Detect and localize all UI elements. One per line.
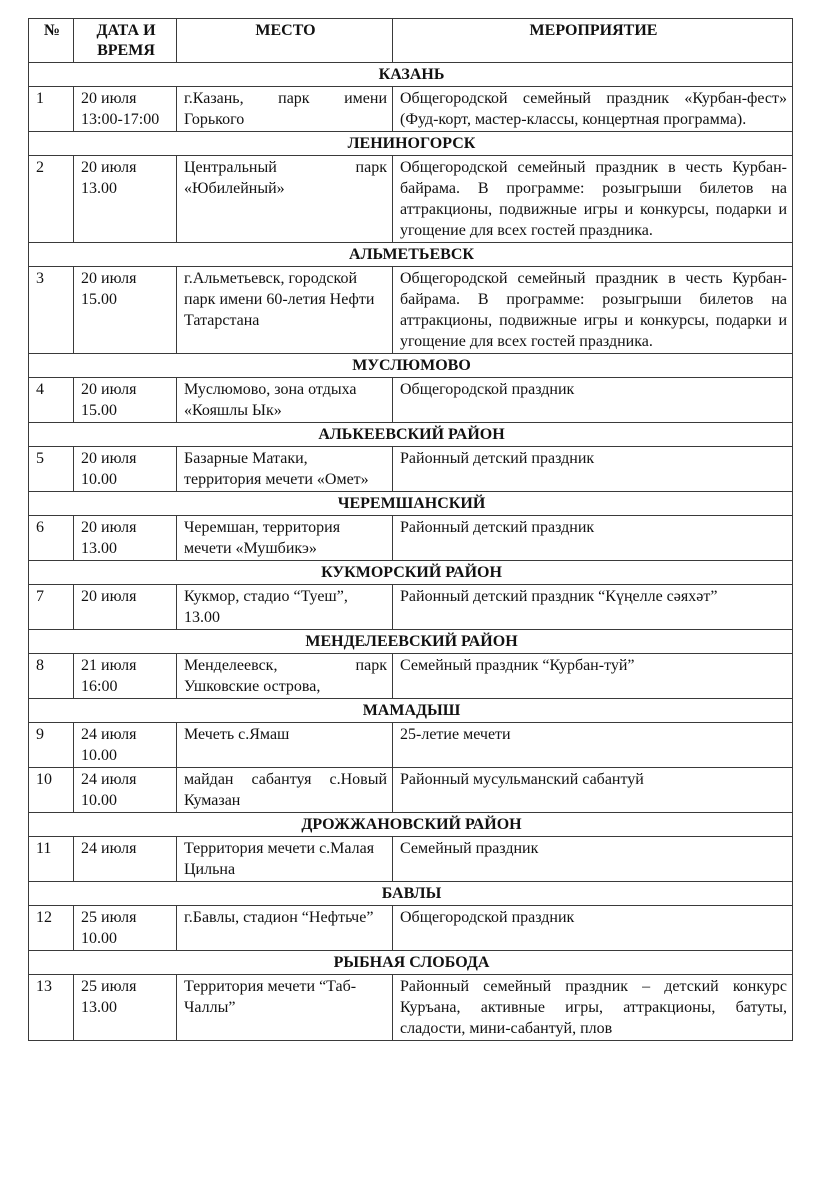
section-row [29, 630, 793, 654]
row-place: Кукмор, стадио “Туеш”, 13.00 [177, 585, 393, 630]
section-title: КУКМОРСКИЙ РАЙОН [29, 561, 793, 585]
section-title: МЕНДЕЛЕЕВСКИЙ РАЙОН [29, 630, 793, 654]
table-row [29, 837, 793, 882]
row-event: Районный семейный праздник – детский конкурс Куръана, активные игры, аттракционы, батуты, сладости, мини-сабантуй, плов [393, 975, 793, 1041]
row-event: Общегородской семейный праздник в честь Курбан-байрама. В программе: розыгрыши билетов на аттракционы, подвижные игры и конкурсы, подарки и угощение для всех гостей праздника. [393, 267, 793, 354]
section-row [29, 951, 793, 975]
table-row [29, 267, 793, 354]
row-place: г.Альметьевск, городской парк имени 60-летия Нефти Татарстана [177, 267, 393, 354]
row-date: 20 июля 13.00 [74, 516, 177, 561]
row-event: Семейный праздник [393, 837, 793, 882]
header-place: МЕСТО [177, 19, 393, 63]
section-title: АЛЬКЕЕВСКИЙ РАЙОН [29, 423, 793, 447]
section-title: ДРОЖЖАНОВСКИЙ РАЙОН [29, 813, 793, 837]
row-place: Территория мечети “Таб-Чаллы” [177, 975, 393, 1041]
header-date: ДАТА И ВРЕМЯ [74, 19, 177, 63]
row-place: г.Бавлы, стадион “Нефтьче” [177, 906, 393, 951]
section-row [29, 882, 793, 906]
section-row [29, 132, 793, 156]
row-number: 6 [29, 516, 74, 561]
row-date: 20 июля 15.00 [74, 378, 177, 423]
row-place: Территория мечети с.Малая Цильна [177, 837, 393, 882]
section-row [29, 423, 793, 447]
section-row [29, 63, 793, 87]
row-place: майдан сабантуя с.Новый Кумазан [177, 768, 393, 813]
row-date: 20 июля [74, 585, 177, 630]
row-number: 2 [29, 156, 74, 243]
row-number: 12 [29, 906, 74, 951]
section-title: БАВЛЫ [29, 882, 793, 906]
row-number: 4 [29, 378, 74, 423]
row-place: Мечеть с.Ямаш [177, 723, 393, 768]
row-date: 24 июля 10.00 [74, 768, 177, 813]
table-row [29, 516, 793, 561]
table-row [29, 378, 793, 423]
section-title: МУСЛЮМОВО [29, 354, 793, 378]
row-place: г.Казань, парк имени Горького [177, 87, 393, 132]
row-number: 7 [29, 585, 74, 630]
section-row [29, 813, 793, 837]
row-place: Центральный парк «Юбилейный» [177, 156, 393, 243]
table-body [29, 63, 793, 1041]
row-date: 20 июля 13.00 [74, 156, 177, 243]
section-row [29, 492, 793, 516]
row-event: Районный детский праздник [393, 516, 793, 561]
header-num: № [29, 19, 74, 63]
row-number: 10 [29, 768, 74, 813]
section-row [29, 561, 793, 585]
section-title: КАЗАНЬ [29, 63, 793, 87]
row-date: 25 июля 13.00 [74, 975, 177, 1041]
section-title: ЧЕРЕМШАНСКИЙ [29, 492, 793, 516]
events-table [28, 18, 793, 1041]
row-date: 20 июля 10.00 [74, 447, 177, 492]
row-place: Черемшан, территория мечети «Мушбикэ» [177, 516, 393, 561]
table-row [29, 654, 793, 699]
row-date: 24 июля 10.00 [74, 723, 177, 768]
section-row [29, 699, 793, 723]
row-event: Общегородской праздник [393, 906, 793, 951]
row-date: 20 июля 13:00-17:00 [74, 87, 177, 132]
row-number: 3 [29, 267, 74, 354]
row-place: Базарные Матаки, территория мечети «Омет» [177, 447, 393, 492]
table-row [29, 585, 793, 630]
section-title: АЛЬМЕТЬЕВСК [29, 243, 793, 267]
row-place: Менделеевск, парк Ушковские острова, [177, 654, 393, 699]
table-row [29, 906, 793, 951]
row-event: Общегородской праздник [393, 378, 793, 423]
row-event: Районный детский праздник [393, 447, 793, 492]
table-header-row [29, 19, 793, 63]
row-place: Муслюмово, зона отдыха «Кояшлы Ык» [177, 378, 393, 423]
section-title: МАМАДЫШ [29, 699, 793, 723]
table-row [29, 156, 793, 243]
row-number: 9 [29, 723, 74, 768]
row-event: Районный детский праздник “Күңелле сәяхәт” [393, 585, 793, 630]
row-event: 25-летие мечети [393, 723, 793, 768]
table-row [29, 768, 793, 813]
row-event: Общегородской семейный праздник «Курбан-фест» (Фуд-корт, мастер-классы, концертная программа). [393, 87, 793, 132]
row-number: 1 [29, 87, 74, 132]
row-event: Семейный праздник “Курбан-туй” [393, 654, 793, 699]
row-event: Общегородской семейный праздник в честь Курбан-байрама. В программе: розыгрыши билетов на аттракционы, подвижные игры и конкурсы, подарки и угощение для всех гостей праздника. [393, 156, 793, 243]
section-row [29, 354, 793, 378]
section-row [29, 243, 793, 267]
table-row [29, 447, 793, 492]
table-row [29, 975, 793, 1041]
table-row [29, 723, 793, 768]
table-row [29, 87, 793, 132]
header-event: МЕРОПРИЯТИЕ [393, 19, 793, 63]
row-event: Районный мусульманский сабантуй [393, 768, 793, 813]
row-date: 25 июля 10.00 [74, 906, 177, 951]
section-title: ЛЕНИНОГОРСК [29, 132, 793, 156]
section-title: РЫБНАЯ СЛОБОДА [29, 951, 793, 975]
row-number: 5 [29, 447, 74, 492]
row-number: 13 [29, 975, 74, 1041]
row-date: 20 июля 15.00 [74, 267, 177, 354]
document-page [28, 18, 792, 1041]
row-date: 24 июля [74, 837, 177, 882]
row-number: 8 [29, 654, 74, 699]
row-number: 11 [29, 837, 74, 882]
row-date: 21 июля 16:00 [74, 654, 177, 699]
